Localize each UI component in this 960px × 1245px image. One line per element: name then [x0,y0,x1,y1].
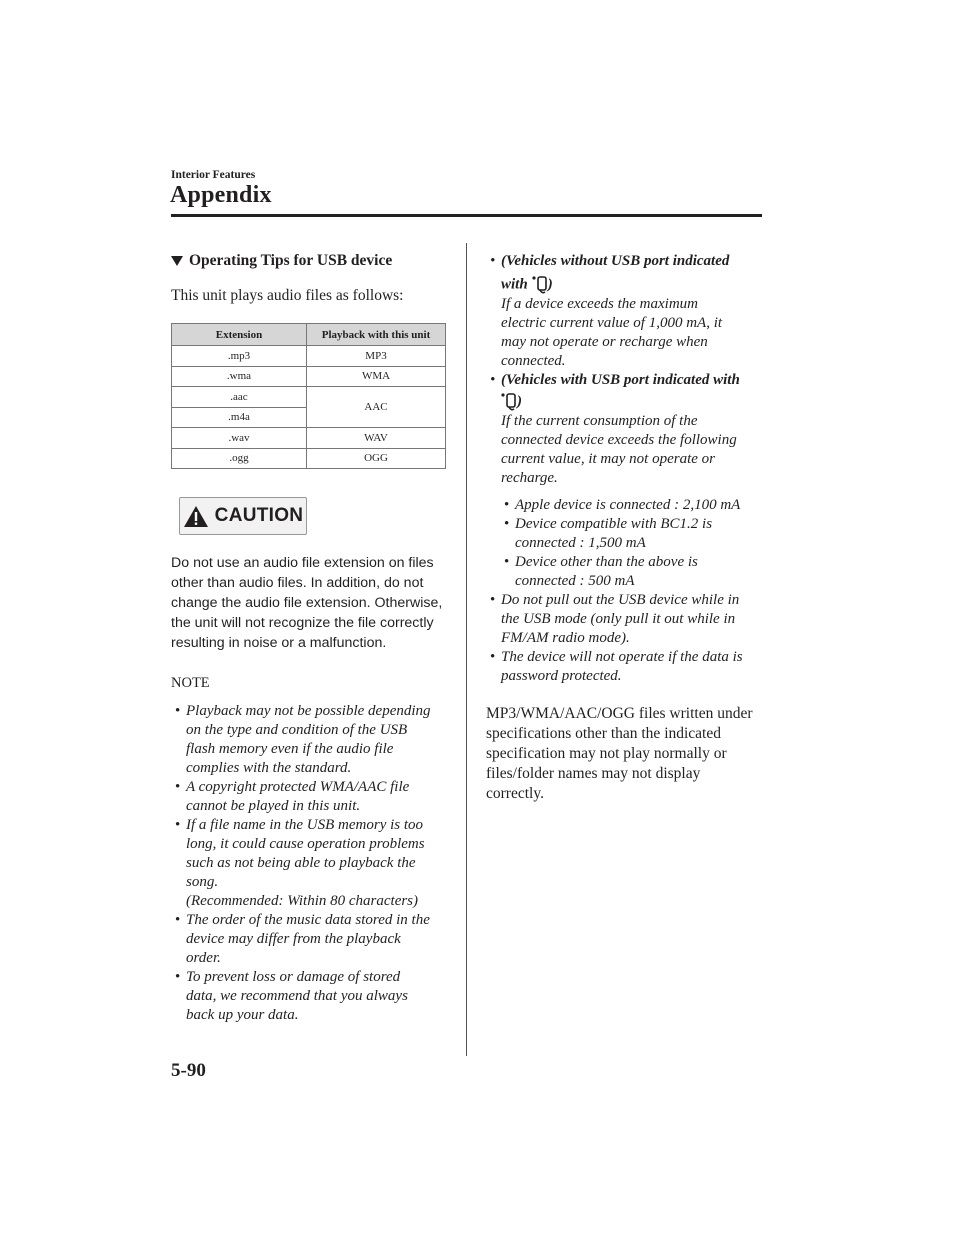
current-limit-line: connected : 1,500 mA [515,535,646,551]
group-body-with-port [486,412,762,488]
note-line: long, it could cause operation problems [186,836,425,852]
note-item [171,911,447,968]
bullet-icon: • [175,969,181,985]
group-body-line: may not operate or recharge when [501,334,708,350]
playback-cell: OGG [307,448,446,469]
note-line: on the type and condition of the USB [186,722,408,738]
table-row [172,366,446,387]
group-heading-suffix: ) [517,393,522,410]
bullet-icon: • [175,703,181,719]
group-body-line: If the current consumption of the [501,413,698,429]
note-line: cannot be played in this unit. [186,798,361,814]
usb-tips-list [486,591,762,686]
chapter-title: Appendix [170,182,272,208]
note-item [171,778,447,816]
extension-cell: .wma [172,366,307,387]
heading-text: Operating Tips for USB device [189,252,393,269]
current-limit-item [500,496,762,515]
group-heading-with-port [486,371,762,412]
group-heading-suffix: ) [547,276,553,293]
left-column [171,252,447,1025]
header-rule [171,214,762,217]
caution-line: the unit will not recognize the file correctly [171,615,434,631]
bullet-icon: • [504,516,510,532]
column-header-playback: Playback with this unit [307,324,446,346]
note-line: A copyright protected WMA/AAC file [186,779,410,795]
group-heading-line-2 [501,275,762,295]
group-heading-without-port [486,252,762,295]
group-body-line: electric current value of 1,000 mA, it [501,315,723,331]
usb-port-icon [532,275,548,295]
caution-line: change the audio file extension. Otherwise, [171,595,443,611]
note-line: back up your data. [186,1007,299,1023]
usb-tip-line: password protected. [501,668,622,684]
playback-cell: MP3 [307,346,446,367]
note-line: order. [186,950,221,966]
note-line: Playback may not be possible depending [186,703,431,719]
usb-tip-line: Do not pull out the USB device while in [501,592,740,608]
note-line: (Recommended: Within 80 characters) [186,893,419,909]
group-body-line: If a device exceeds the maximum [501,296,698,312]
table-row [172,428,446,449]
bullet-icon: • [175,779,181,795]
playback-cell: WAV [307,428,446,449]
caution-line: Do not use an audio file extension on files [171,555,434,571]
current-limit-line: Device other than the above is [515,554,698,570]
bullet-icon: • [175,912,181,928]
extension-cell: .wav [172,428,307,449]
note-label: NOTE [171,675,210,691]
column-header-extension: Extension [172,324,307,346]
caution-banner [179,497,307,535]
caution-line: other than audio files. In addition, do not [171,575,424,591]
note-line: The order of the music data stored in the [186,912,430,928]
triangle-marker-icon [171,256,183,266]
closing-line: specification may not play normally or [486,745,727,762]
current-limit-item [500,553,762,591]
current-limit-line: Apple device is connected : 2,100 mA [515,497,741,513]
intro-text: This unit plays audio files as follows: [171,287,404,304]
bullet-icon: • [504,497,510,513]
note-item [171,816,447,911]
group-body-line: recharge. [501,470,558,486]
note-line: song. [186,874,219,890]
table-row [172,448,446,469]
note-line: To prevent loss or damage of stored [186,969,401,985]
format-table [171,323,446,469]
usb-port-icon [501,392,517,412]
extension-cell: .ogg [172,448,307,469]
column-divider [466,243,467,1056]
extension-cell: .aac [172,387,307,408]
usb-tip-item [486,591,762,648]
bullet-icon: • [175,817,181,833]
table-header-row [172,324,446,346]
note-line: such as not being able to playback the [186,855,416,871]
note-item [171,702,447,778]
current-limit-item [500,515,762,553]
note-line: data, we recommend that you always [186,988,408,1004]
group-heading-line: (Vehicles with USB port indicated with [501,372,740,388]
group-body-line: connected device exceeds the following [501,432,737,448]
group-body-without-port [486,295,762,371]
caution-line: resulting in noise or a malfunction. [171,635,387,651]
closing-paragraph [486,704,762,804]
group-body-line: current value, it may not operate or [501,451,715,467]
playback-cell: AAC [307,387,446,428]
current-limit-line: Device compatible with BC1.2 is [515,516,713,532]
note-list [171,702,447,1025]
extension-cell: .m4a [172,407,307,428]
usb-tip-line: FM/AM radio mode). [501,630,630,646]
section-label: Interior Features [171,169,256,181]
caution-body [171,553,447,653]
right-column [486,252,762,804]
note-line: If a file name in the USB memory is too [186,817,424,833]
closing-line: correctly. [486,785,544,802]
group-body-line: connected. [501,353,566,369]
bullet-icon: • [490,649,496,665]
group-heading-line-2 [501,392,762,412]
group-heading-line: (Vehicles without USB port indicated [501,253,730,269]
warning-triangle-icon [183,505,209,528]
playback-cell: WMA [307,366,446,387]
closing-line: files/folder names may not display [486,765,701,782]
usb-tip-line: The device will not operate if the data is [501,649,743,665]
closing-line: specifications other than the indicated [486,725,721,742]
note-item [171,968,447,1025]
note-line: flash memory even if the audio file [186,741,394,757]
section-heading [171,252,447,270]
page-number: 5-90 [171,1060,206,1081]
bullet-icon: • [490,592,496,608]
table-row [172,346,446,367]
extension-cell: .mp3 [172,346,307,367]
group-heading-word: with [501,276,528,293]
bullet-icon: • [490,253,496,269]
current-limit-line: connected : 500 mA [515,573,635,589]
usb-tip-line: the USB mode (only pull it out while in [501,611,736,627]
bullet-icon: • [504,554,510,570]
usb-tip-item [486,648,762,686]
note-line: device may differ from the playback [186,931,401,947]
caution-label: CAUTION [214,505,304,526]
current-limit-list [500,496,762,591]
bullet-icon: • [490,372,496,388]
closing-line: MP3/WMA/AAC/OGG files written under [486,705,753,722]
note-line: complies with the standard. [186,760,352,776]
table-row [172,387,446,408]
